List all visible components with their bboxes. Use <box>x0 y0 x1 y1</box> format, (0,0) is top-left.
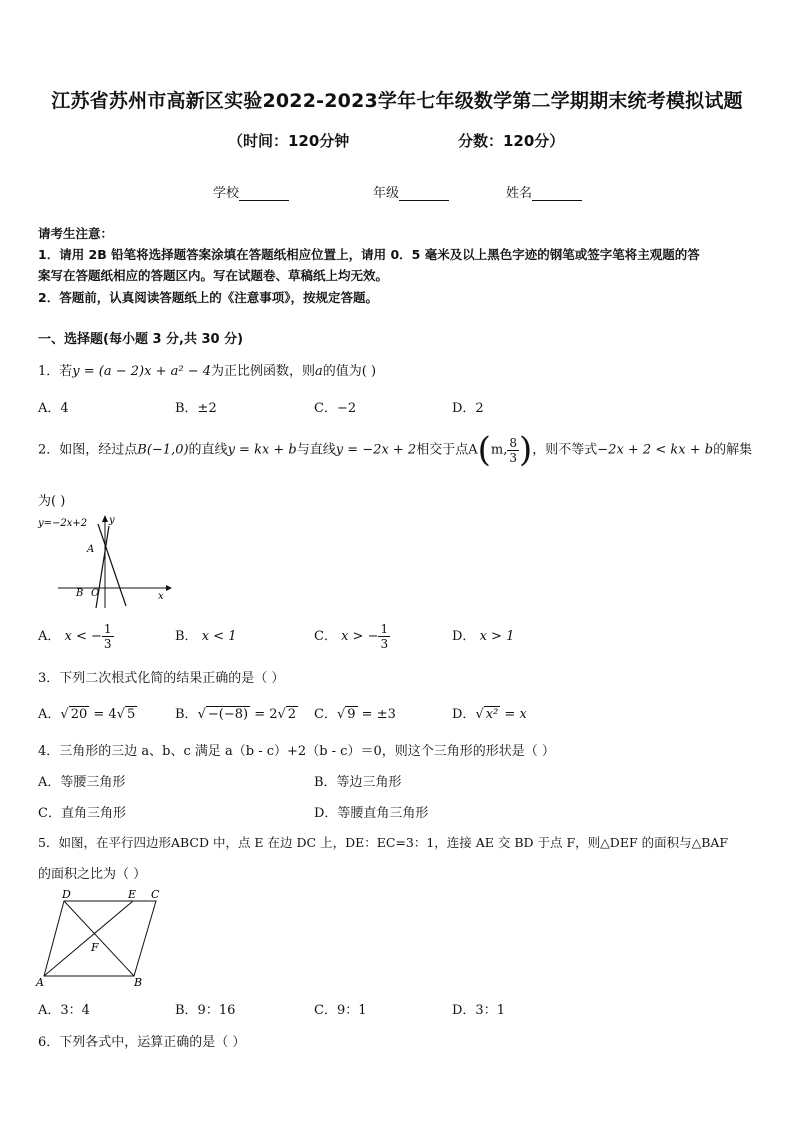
y-axis-arrow <box>102 515 108 522</box>
school-label: 学校 <box>213 186 240 201</box>
graph-point-a: A <box>87 544 95 555</box>
question-5-line-2: 的面积之比为（ ） <box>38 867 147 882</box>
segment-ae <box>44 901 133 976</box>
q2-prefix: 2．如图，经过点 <box>38 442 138 458</box>
q2-point-b: B(−1,0) <box>137 442 189 458</box>
exam-score: 分数：120分） <box>458 132 565 150</box>
q2-line1: y = kx + b <box>227 442 297 458</box>
parallelogram-abcd <box>44 901 156 976</box>
q2-line-2: 为( ) <box>38 494 66 509</box>
name-blank[interactable] <box>532 188 582 201</box>
grade-field[interactable] <box>373 182 449 201</box>
question-2: 2．如图，经过点B(−1,0)的直线y = kx + b与直线y = −2x + 2相交于点A(m, $\frac{8}{3}$ )，则不等式−2x + 2 < kx + b的解集 <box>38 430 753 470</box>
school-field[interactable] <box>213 182 289 201</box>
q2-option-b[interactable]: B． x < 1 <box>175 629 237 644</box>
school-blank[interactable] <box>239 188 289 201</box>
exam-title: 江苏省苏州市高新区实验2022-2023学年七年级数学第二学期期末统考模拟试题 <box>51 90 743 112</box>
q2-point-a: A <box>468 442 478 458</box>
q1-prefix: 1．若 <box>38 364 73 379</box>
x-axis-arrow <box>166 585 172 591</box>
graph-point-b: B <box>76 588 84 599</box>
label-a: A <box>36 976 44 988</box>
q1-option-a[interactable]: A．4 <box>38 401 69 416</box>
q5-option-a[interactable]: A．3：4 <box>38 1003 90 1018</box>
question-4: 4．三角形的三边 a、b、c 满足 a（b - c）+2（b - c）＝0，则这个三角形的形状是（ ） <box>38 744 555 759</box>
diagonal-bd <box>64 901 134 976</box>
graph-y-label: y <box>109 515 115 526</box>
q3-option-a[interactable]: A．√ 20 = 4√ 5 <box>38 707 136 722</box>
q2-graph <box>36 512 176 612</box>
question-1 <box>38 360 376 379</box>
grade-blank[interactable] <box>399 188 449 201</box>
q2-mid1: 的直线 <box>188 442 228 458</box>
name-field[interactable] <box>506 182 582 201</box>
label-b: B <box>134 976 143 988</box>
graph-x-label: x <box>158 591 164 602</box>
q4-option-a[interactable]: A．等腰三角形 <box>38 775 126 790</box>
label-c: C <box>151 888 160 901</box>
label-d: D <box>62 888 71 901</box>
q1-option-d[interactable]: D．2 <box>452 401 484 416</box>
q3-option-c[interactable]: C．√ 9 = ±3 <box>314 707 396 722</box>
q2-m: m, <box>490 442 508 458</box>
notice-line-3: 2．答题前，认真阅读答题纸上的《注意事项》，按规定答题。 <box>38 290 378 305</box>
notice-heading: 请考生注意： <box>38 226 114 241</box>
grade-label: 年级 <box>373 186 400 201</box>
graph-line-label: y=−2x+2 <box>38 518 88 529</box>
name-label: 姓名 <box>506 186 533 201</box>
graph-origin: O <box>91 588 100 599</box>
question-3: 3．下列二次根式化简的结果正确的是（ ） <box>38 671 285 686</box>
line-neg2x-2 <box>98 524 126 606</box>
section-heading: 一、选择题(每小题 3 分,共 30 分) <box>38 332 244 347</box>
exam-time: （时间：120分钟 <box>228 132 350 150</box>
q4-option-b[interactable]: B．等边三角形 <box>314 775 402 790</box>
q1-option-b[interactable]: B．±2 <box>175 401 217 416</box>
q2-option-c[interactable]: C． x > − $\frac{1}{3}$ <box>314 622 389 651</box>
q2-mid3: 相交于点 <box>416 442 469 458</box>
q2-option-d[interactable]: D． x > 1 <box>452 629 515 644</box>
q2-fraction: $\frac{8}{3}$ <box>509 435 517 465</box>
q4-option-c[interactable]: C．直角三角形 <box>38 806 126 821</box>
q3-option-b[interactable]: B．√ −(−8) = 2√ 2 <box>175 707 297 722</box>
q5-option-d[interactable]: D．3：1 <box>452 1003 505 1018</box>
label-e: E <box>128 888 137 901</box>
q5-option-c[interactable]: C．9：1 <box>314 1003 367 1018</box>
q4-option-d[interactable]: D．等腰直角三角形 <box>314 806 429 821</box>
question-5-line-1: 5．如图，在平行四边形ABCD 中，点 E 在边 DC 上，DE：EC=3：1，连接 AE 交 BD 于点 F，则△DEF 的面积与△BAF <box>38 835 729 850</box>
q1-var: a <box>315 364 323 379</box>
q1-mid: 为正比例函数，则 <box>210 364 315 379</box>
q1-suffix: 的值为( ) <box>322 364 377 379</box>
q2-mid4: ，则不等式 <box>532 442 598 458</box>
q1-option-c[interactable]: C．−2 <box>314 401 357 416</box>
q1-expression: y = (a − 2)x + a² − 4 <box>72 364 211 379</box>
q2-option-a[interactable]: A． x < − $\frac{1}{3}$ <box>38 622 112 651</box>
q2-suffix: 的解集 <box>713 442 753 458</box>
q2-inequality: −2x + 2 < kx + b <box>597 442 714 458</box>
notice-line-2: 案写在答题纸相应的答题区内。写在试题卷、草稿纸上均无效。 <box>38 268 389 283</box>
q3-option-d[interactable]: D．√ x² = x <box>452 707 527 722</box>
q2-line2: y = −2x + 2 <box>335 442 417 458</box>
q5-option-b[interactable]: B．9：16 <box>175 1003 236 1018</box>
q2-mid2: 与直线 <box>296 442 336 458</box>
notice-line-1: 1．请用 2B 铅笔将选择题答案涂填在答题纸相应位置上，请用 0．5 毫米及以上黑色字迹的钢笔或签字笔将主观题的答 <box>38 247 700 262</box>
q5-parallelogram <box>34 886 169 988</box>
label-f: F <box>91 941 99 954</box>
question-6: 6．下列各式中，运算正确的是（ ） <box>38 1035 246 1050</box>
